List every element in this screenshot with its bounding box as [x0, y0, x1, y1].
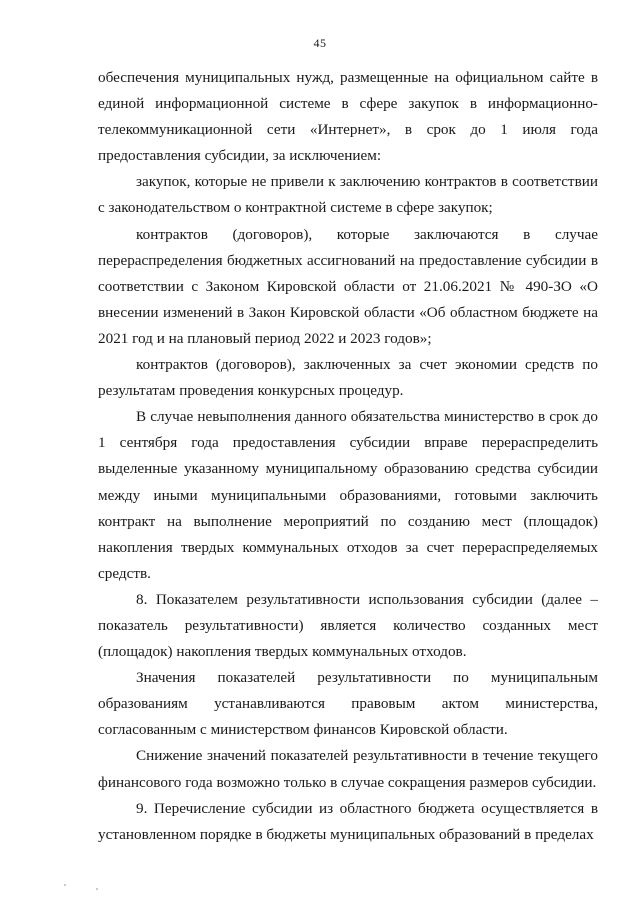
document-body	[98, 65, 598, 848]
paragraph-exception-purchases: закупок, которые не привели к заключению контрактов в соответствии с законодательством о контрактной системе в сфере закупок;	[98, 173, 598, 217]
paragraph-continuation: обеспечения муниципальных нужд, размещенные на официальном сайте в единой информационной системе в сфере закупок в информационно-телекоммуникационной сети «Интернет», в срок до 1 июля года предоставления субсидии, за исключением:	[98, 69, 598, 165]
paragraph-exception-contracts: контрактов (договоров), которые заключаются в случае перераспределения бюджетных ассигнований на предоставление субсидии в соответствии с Законом Кировской области от 21.06.2021 № 490-ЗО «О внесении изменений в Закон Кировской области «Об областном бюджете на 2021 год и на плановый период 2022 и 2023 годов»;	[98, 225, 598, 347]
paragraph-exception-savings: контрактов (договоров), заключенных за счет экономии средств по результатам проведения конкурсных процедур.	[98, 356, 598, 400]
page-number: 45	[313, 36, 327, 50]
scan-speck	[64, 884, 66, 886]
paragraph-clause-9: 9. Перечисление субсидии из областного бюджета осуществляется в установленном порядке в бюджеты муниципальных образований в пределах	[98, 799, 598, 843]
paragraph-indicator-reduction: Снижение значений показателей результативности в течение текущего финансового года возможно только в случае сокращения размеров субсидии.	[98, 747, 598, 791]
paragraph-non-fulfillment: В случае невыполнения данного обязательства министерство в срок до 1 сентября года предоставления субсидии вправе перераспределить выделенные указанному муниципальному образованию средства субсидии между иными муниципальными образованиями, готовыми заключить контракт на выполнение мероприятий по созданию мест (площадок) накопления твердых коммунальных отходов за счет перераспределяемых средств.	[98, 408, 598, 582]
paragraph-indicator-values: Значения показателей результативности по муниципальным образованиям устанавливаются правовым актом министерства, согласованным с министерством финансов Кировской области.	[98, 669, 598, 739]
paragraph-clause-8: 8. Показателем результативности использования субсидии (далее – показатель результативности) является количество созданных мест (площадок) накопления твердых коммунальных отходов.	[98, 590, 598, 661]
scan-speck	[96, 888, 98, 890]
